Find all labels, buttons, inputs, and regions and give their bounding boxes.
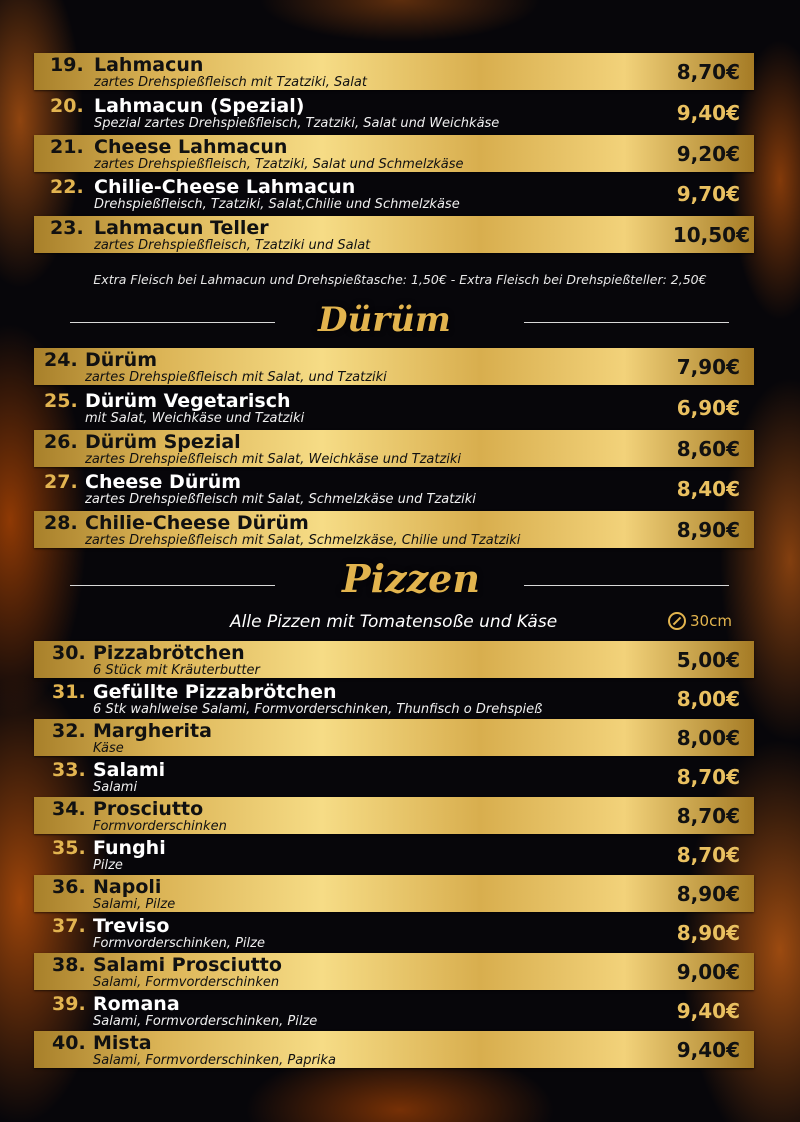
item-price: 8,90€ [676,518,740,542]
item-description: Pilze [93,858,123,873]
item-price: 8,00€ [676,687,740,711]
item-name: Pizzabrötchen [93,642,245,664]
pizza-size-icon [668,612,686,630]
menu-item-36 [34,875,754,912]
item-price: 9,40€ [676,1038,740,1062]
item-number: 32. [52,720,86,742]
menu-item-23 [34,216,754,253]
pizza-size-label: 30cm [690,612,732,630]
item-description: zartes Drehspießfleisch mit Salat, Weichkäse und Tzatziki [85,452,462,467]
item-description: 6 Stk wahlweise Salami, Formvorderschinken, Thunfisch o Drehspieß [93,702,543,717]
item-number: 36. [52,876,86,898]
item-name: Prosciutto [93,798,204,820]
item-name: Romana [93,993,180,1015]
item-price: 7,90€ [676,355,740,379]
item-name: Salami [93,759,166,781]
item-name: Cheese Dürüm [85,471,242,493]
section-heading-durum: Dürüm [318,300,451,340]
item-price: 8,70€ [676,60,740,84]
item-description: Salami, Pilze [93,897,176,912]
menu-item-25 [34,389,754,426]
item-price: 6,90€ [676,396,740,420]
item-price: 8,70€ [676,804,740,828]
item-number: 35. [52,837,86,859]
item-price: 8,90€ [676,882,740,906]
item-description: Käse [93,741,124,756]
menu-item-31 [34,680,754,717]
item-name: Cheese Lahmacun [94,136,288,158]
item-name: Treviso [93,915,170,937]
item-description: zartes Drehspießfleisch mit Tzatziki, Salat [94,75,367,90]
item-description: zartes Drehspießfleisch mit Salat, Schmelzkäse und Tzatziki [85,492,476,507]
item-description: Salami [93,780,138,795]
menu-item-34 [34,797,754,834]
divider-left [70,585,275,586]
menu-item-26 [34,430,754,467]
item-number: 23. [50,217,84,239]
item-name: Dürüm Spezial [85,431,241,453]
item-name: Mista [93,1032,152,1054]
item-description: Spezial zartes Drehspießfleisch, Tzatziki, Salat und Weichkäse [94,116,500,131]
item-number: 20. [50,95,84,117]
divider-right [524,322,729,323]
menu-item-32 [34,719,754,756]
item-price: 5,00€ [676,648,740,672]
item-price: 8,90€ [676,921,740,945]
menu-item-40 [34,1031,754,1068]
item-description: Salami, Formvorderschinken [93,975,280,990]
section-heading-pizzen: Pizzen [342,556,480,601]
menu-item-27 [34,470,754,507]
item-name: Lahmacun [94,54,204,76]
item-name: Napoli [93,876,162,898]
item-number: 37. [52,915,86,937]
item-description: zartes Drehspießfleisch, Tzatziki und Salat [94,238,371,253]
item-price: 8,00€ [676,726,740,750]
item-name: Dürüm [85,349,157,371]
item-number: 33. [52,759,86,781]
item-name: Margherita [93,720,212,742]
item-description: zartes Drehspießfleisch, Tzatziki, Salat und Schmelzkäse [94,157,464,172]
item-description: Drehspießfleisch, Tzatziki, Salat,Chilie und Schmelzkäse [94,197,460,212]
item-price: 9,00€ [676,960,740,984]
menu-item-39 [34,992,754,1029]
item-description: Formvorderschinken, Pilze [93,936,265,951]
item-number: 22. [50,176,84,198]
extra-meat-note: Extra Fleisch bei Lahmacun und Drehspießtasche: 1,50€ - Extra Fleisch bei Drehspießteller: 2,50€ [93,272,707,287]
item-price: 8,60€ [676,437,740,461]
item-name: Chilie-Cheese Dürüm [85,512,309,534]
item-number: 40. [52,1032,86,1054]
item-number: 24. [44,349,78,371]
item-name: Dürüm Vegetarisch [85,390,291,412]
divider-left [70,322,275,323]
item-number: 31. [52,681,86,703]
item-name: Funghi [93,837,166,859]
item-number: 25. [44,390,78,412]
menu-item-28 [34,511,754,548]
menu-item-33 [34,758,754,795]
menu-item-19 [34,53,754,90]
item-name: Chilie-Cheese Lahmacun [94,176,356,198]
pizza-subtitle: Alle Pizzen mit Tomatensoße und Käse [230,612,558,632]
item-name: Lahmacun (Spezial) [94,95,305,117]
item-description: mit Salat, Weichkäse und Tzatziki [85,411,305,426]
menu-item-22 [34,175,754,212]
menu-item-24 [34,348,754,385]
item-number: 34. [52,798,86,820]
item-number: 21. [50,136,84,158]
item-description: Salami, Formvorderschinken, Pilze [93,1014,318,1029]
menu-item-37 [34,914,754,951]
pizza-size [668,612,732,630]
item-number: 26. [44,431,78,453]
item-number: 28. [44,512,78,534]
item-number: 38. [52,954,86,976]
item-number: 27. [44,471,78,493]
item-number: 30. [52,642,86,664]
item-price: 8,70€ [676,765,740,789]
item-description: 6 Stück mit Kräuterbutter [93,663,260,678]
item-price: 8,40€ [676,477,740,501]
item-number: 19. [50,54,84,76]
item-price: 9,40€ [676,999,740,1023]
item-price: 9,40€ [676,101,740,125]
item-name: Salami Prosciutto [93,954,282,976]
item-description: zartes Drehspießfleisch mit Salat, und Tzatziki [85,370,387,385]
item-description: zartes Drehspießfleisch mit Salat, Schmelzkäse, Chilie und Tzatziki [85,533,521,548]
item-price: 9,20€ [676,142,740,166]
item-description: Salami, Formvorderschinken, Paprika [93,1053,336,1068]
menu-item-35 [34,836,754,873]
item-number: 39. [52,993,86,1015]
menu-item-30 [34,641,754,678]
menu-item-38 [34,953,754,990]
item-price: 8,70€ [676,843,740,867]
divider-right [524,585,729,586]
menu-item-21 [34,135,754,172]
item-price: 9,70€ [676,182,740,206]
item-name: Gefüllte Pizzabrötchen [93,681,337,703]
item-price: 10,50€ [672,223,750,247]
item-description: Formvorderschinken [93,819,227,834]
menu-item-20 [34,94,754,131]
item-name: Lahmacun Teller [94,217,269,239]
